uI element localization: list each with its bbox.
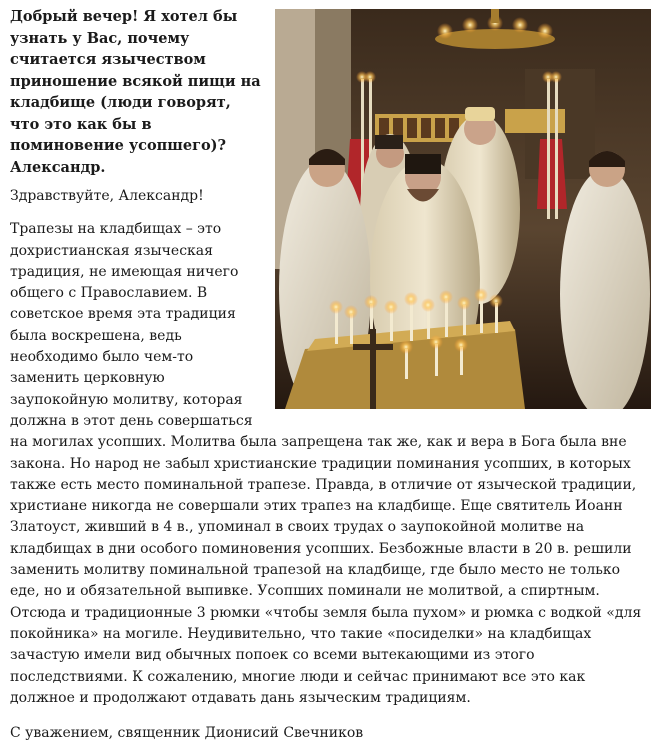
reader-question: Добрый вечер! Я хотел бы узнать у Вас, почему считается язычеством приношение всякой пищи на кладбище (люди говорят, что это как бы в поминовение усопшего)? Александр. — [10, 8, 261, 176]
answer-text: Трапезы на кладбищах – это дохристианская языческая традиция, не имеющая ничего общего с Православием. В советское время эта традиция была воскрешена, ведь необходимо было чем-то заменить церковную заупокойную молитву, которая должна в этот день совершаться на могилах усопших. Молитва была запрещена так же, как и вера в Бога была вне закона. Но народ не забыл христианские традиции поминания усопших, в которых также есть место поминальной трапезе. Правда, в отличие от языческой традиции, христиане никогда не совершали этих трапез на кладбище. Еще святитель Иоанн Златоуст, живший в 4 в., упоминал в своих трудах о заупокойной молитве на кладбищах в дни особого поминовения усопших. Безбожные власти в 20 в. решили заменить молитву поминальной трапезой на кладбище, где было место не только еде, но и обязательной выпивке. Усопших поминали не молитвой, а спиртным. Отсюда и традиционные 3 рюмки «чтобы земля была пухом» и рюмка с водкой «для покойника» на могиле. Неудивительно, что такие «посиделки» на кладбищах зачастую имели вид обычных попоек со всеми вытекающими из этого последствиями. К сожалению, многие люди и сейчас принимают все это как должное и продолжают отдавать дань языческим традициям. — [10, 221, 642, 706]
church-memorial-service-photo — [275, 9, 651, 409]
signature: С уважением, священник Дионисий Свечников — [10, 725, 364, 742]
greeting: Здравствуйте, Александр! — [10, 188, 204, 204]
